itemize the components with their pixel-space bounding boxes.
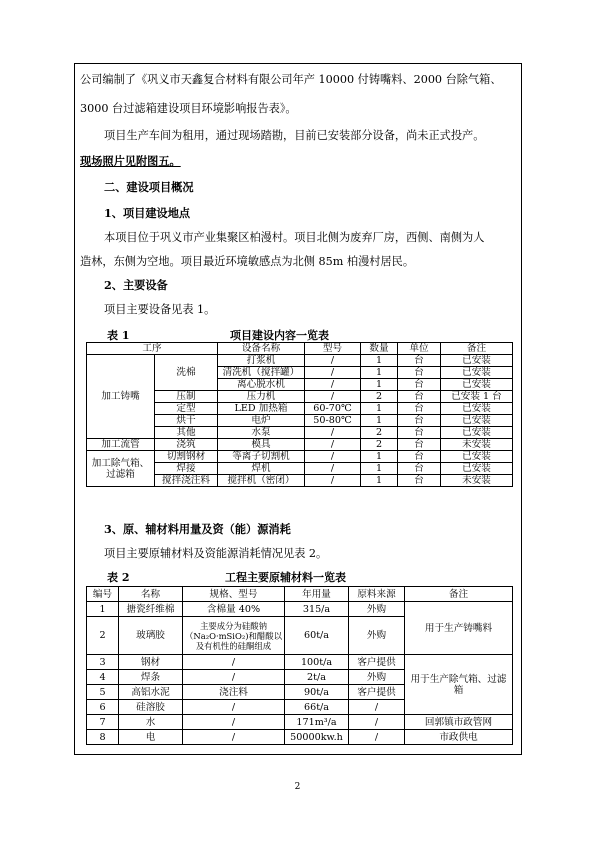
process-cell: 烘干 xyxy=(155,415,218,427)
table-title: 项目建设内容一览表 xyxy=(230,329,329,342)
process-cell: 压制 xyxy=(155,391,218,403)
cell: 已安装 xyxy=(441,379,513,391)
table-header-row xyxy=(87,343,513,355)
cell: 1 xyxy=(361,355,398,367)
cell: 模具 xyxy=(218,439,305,451)
header-cell: 单位 xyxy=(398,343,441,355)
header-cell: 原料来源 xyxy=(349,587,405,602)
cell: 已安装 xyxy=(441,355,513,367)
cell: / xyxy=(349,715,405,730)
cell: 硅溶胶 xyxy=(119,700,183,715)
cell: 2 xyxy=(361,427,398,439)
photo-reference: 现场照片见附图五。 xyxy=(80,154,181,168)
cell: 2 xyxy=(361,439,398,451)
cell: 2 xyxy=(87,617,119,655)
cell: 离心脱水机 xyxy=(218,379,305,391)
cell: 1 xyxy=(87,602,119,617)
cell: 焊机 xyxy=(218,463,305,475)
cell: 外购 xyxy=(349,670,405,685)
cell: 66t/a xyxy=(285,700,349,715)
header-cell: 编号 xyxy=(87,587,119,602)
cell: / xyxy=(305,391,361,403)
cell: 台 xyxy=(398,403,441,415)
cell: / xyxy=(305,451,361,463)
cell: 等离子切割机 xyxy=(218,451,305,463)
table-row xyxy=(87,451,513,463)
cell: 外购 xyxy=(349,602,405,617)
paragraph-line: 本项目位于巩义市产业集聚区柏漫村。项目北侧为废弃厂房，西侧、南侧为人 xyxy=(104,231,485,244)
table-row xyxy=(87,655,513,670)
paragraph-line: 项目主要设备见表 1。 xyxy=(104,303,216,316)
cell: 客户提供 xyxy=(349,685,405,700)
cell: / xyxy=(305,439,361,451)
header-cell: 规格、型号 xyxy=(183,587,285,602)
cell: 90t/a xyxy=(285,685,349,700)
cell: / xyxy=(183,730,285,745)
header-cell: 数量 xyxy=(361,343,398,355)
cell: 已安装 1 台 xyxy=(441,391,513,403)
cell: 电炉 xyxy=(218,415,305,427)
section-heading: 二、建设项目概况 xyxy=(104,180,194,194)
cell: 台 xyxy=(398,427,441,439)
cell: 台 xyxy=(398,391,441,403)
cell: 已安装 xyxy=(441,415,513,427)
paragraph-line: 项目主要原辅材料及资能源消耗情况见表 2。 xyxy=(104,547,328,560)
cell: 台 xyxy=(398,463,441,475)
cell: 未安装 xyxy=(441,475,513,487)
cell: / xyxy=(349,700,405,715)
table-row xyxy=(87,355,513,367)
cell: / xyxy=(305,463,361,475)
cell: 4 xyxy=(87,670,119,685)
header-cell: 工序 xyxy=(87,343,218,355)
cell: 台 xyxy=(398,451,441,463)
process-cell: 浇筑 xyxy=(155,439,218,451)
table-header-row xyxy=(87,587,513,602)
note-cell: 用于生产除气箱、过滤箱 xyxy=(405,655,513,715)
subsection-heading: 2、主要设备 xyxy=(104,278,168,292)
cell: / xyxy=(305,379,361,391)
header-cell: 设备名称 xyxy=(218,343,305,355)
cell: 搪瓷纤维棉 xyxy=(119,602,183,617)
cell: / xyxy=(305,355,361,367)
header-cell: 型号 xyxy=(305,343,361,355)
cell: 台 xyxy=(398,415,441,427)
paragraph-line: 公司编制了《巩义市天鑫复合材料有限公司年产 10000 付铸嘴料、2000 台除气箱、 xyxy=(80,73,502,86)
cell: 60t/a xyxy=(285,617,349,655)
process-cell: 洗棉 xyxy=(155,355,218,391)
table-label: 表 1 xyxy=(107,329,130,342)
cell: 高铝水泥 xyxy=(119,685,183,700)
cell: 6 xyxy=(87,700,119,715)
process-cell: 搅拌浇注料 xyxy=(155,475,218,487)
spec-cell xyxy=(183,617,285,655)
cell: 已安装 xyxy=(441,427,513,439)
page-number: 2 xyxy=(294,782,301,792)
cell: 客户提供 xyxy=(349,655,405,670)
note-cell: 市政供电 xyxy=(405,730,513,745)
spec-line: 及有机性的硅酮组成 xyxy=(195,640,272,651)
materials-table xyxy=(86,586,513,745)
cell: 台 xyxy=(398,355,441,367)
cell: 60-70℃ xyxy=(305,403,361,415)
group-cell: 加工除气箱、过滤箱 xyxy=(87,451,155,487)
cell: 5 xyxy=(87,685,119,700)
cell: LED 加热箱 xyxy=(218,403,305,415)
cell: 台 xyxy=(398,367,441,379)
group-cell: 加工铸嘴 xyxy=(87,355,155,439)
cell: 2 xyxy=(361,391,398,403)
group-cell: 加工流管 xyxy=(87,439,155,451)
cell: 已安装 xyxy=(441,463,513,475)
table-row xyxy=(87,602,513,617)
table-label: 表 2 xyxy=(107,571,130,584)
spec-line: （Na₂O·mSiO₂)和醋酸以 xyxy=(185,630,282,641)
cell: 2t/a xyxy=(285,670,349,685)
process-cell: 切割钢材 xyxy=(155,451,218,463)
process-cell: 焊接 xyxy=(155,463,218,475)
cell: 搅拌机（密闭） xyxy=(218,475,305,487)
process-cell: 定型 xyxy=(155,403,218,415)
cell: 1 xyxy=(361,403,398,415)
paragraph-line: 3000 台过滤箱建设项目环境影响报告表》。 xyxy=(80,102,297,115)
paragraph-status: 项目生产车间为租用，通过现场踏勘，目前已安装部分设备，尚未正式投产。 xyxy=(104,129,485,142)
cell: 3 xyxy=(87,655,119,670)
cell: / xyxy=(349,730,405,745)
cell: 压力机 xyxy=(218,391,305,403)
note-cell: 用于生产铸嘴料 xyxy=(405,602,513,655)
cell: 玻璃胶 xyxy=(119,617,183,655)
cell: / xyxy=(305,367,361,379)
cell: 浇注料 xyxy=(183,685,285,700)
cell: 1 xyxy=(361,379,398,391)
header-cell: 年用量 xyxy=(285,587,349,602)
cell: 已安装 xyxy=(441,451,513,463)
cell: 台 xyxy=(398,475,441,487)
cell: 315/a xyxy=(285,602,349,617)
table-row xyxy=(87,439,513,451)
cell: 清洗机（搅拌罐） xyxy=(218,367,305,379)
paragraph-line: 造林，东侧为空地。项目最近环境敏感点为北侧 85m 柏漫村居民。 xyxy=(80,255,415,268)
cell: 水泵 xyxy=(218,427,305,439)
cell: 台 xyxy=(398,439,441,451)
header-cell: 备注 xyxy=(441,343,513,355)
cell: / xyxy=(305,475,361,487)
cell: 焊条 xyxy=(119,670,183,685)
header-cell: 备注 xyxy=(405,587,513,602)
subsection-heading: 1、项目建设地点 xyxy=(104,206,191,220)
cell: 1 xyxy=(361,463,398,475)
table-title: 工程主要原辅材料一览表 xyxy=(225,571,346,584)
cell: 水 xyxy=(119,715,183,730)
cell: 7 xyxy=(87,715,119,730)
cell: 100t/a xyxy=(285,655,349,670)
cell: 未安装 xyxy=(441,439,513,451)
cell: 台 xyxy=(398,379,441,391)
cell: 钢材 xyxy=(119,655,183,670)
cell: / xyxy=(183,700,285,715)
cell: 1 xyxy=(361,451,398,463)
spec-line: 主要成分为硅酸钠 xyxy=(200,620,267,631)
equipment-table xyxy=(86,342,513,487)
cell: 8 xyxy=(87,730,119,745)
cell: 1 xyxy=(361,475,398,487)
cell: / xyxy=(183,715,285,730)
subsection-heading: 3、原、辅材料用量及资（能）源消耗 xyxy=(104,522,291,536)
cell: 1 xyxy=(361,415,398,427)
cell: 已安装 xyxy=(441,367,513,379)
table-row xyxy=(87,730,513,745)
cell: 已安装 xyxy=(441,403,513,415)
cell: 50000kw.h xyxy=(285,730,349,745)
cell: 含棉量 40% xyxy=(183,602,285,617)
header-cell: 名称 xyxy=(119,587,183,602)
table-row xyxy=(87,715,513,730)
process-cell: 其他 xyxy=(155,427,218,439)
cell: 50-80℃ xyxy=(305,415,361,427)
cell: 打浆机 xyxy=(218,355,305,367)
cell: / xyxy=(183,655,285,670)
note-cell: 回郭镇市政管网 xyxy=(405,715,513,730)
cell: / xyxy=(305,427,361,439)
cell: 电 xyxy=(119,730,183,745)
cell: 外购 xyxy=(349,617,405,655)
cell: 1 xyxy=(361,367,398,379)
cell: 171m³/a xyxy=(285,715,349,730)
cell: / xyxy=(183,670,285,685)
